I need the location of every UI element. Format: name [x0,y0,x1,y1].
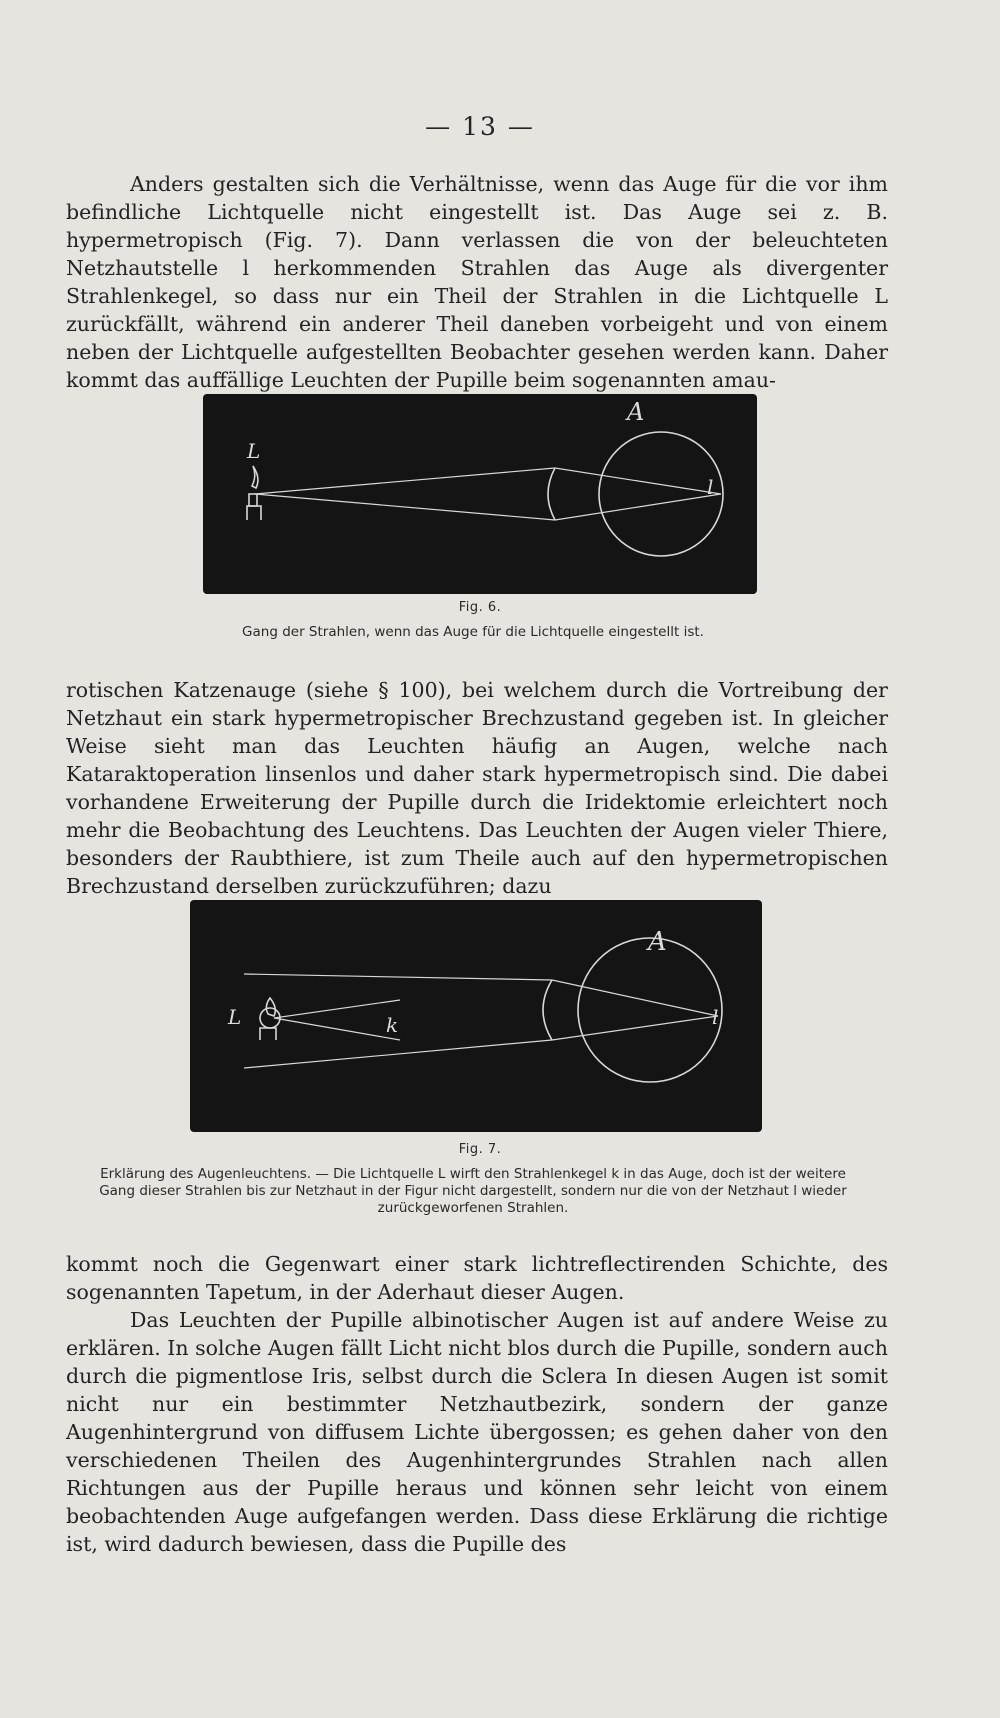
figure-7-illustration [190,900,762,1132]
paragraph-4: Das Leuchten der Pupille albinotischer Augen ist auf andere Weise zu erklären. In solche Augen fällt Licht nicht blos durch die Pupille, sondern auch durch die pigmentlose Iris, selbst durch die Sclera In diesen Augen ist somit nicht nur ein bestimmter Netzhautbezirk, sondern der ganze Augenhintergrund von diffusem Lichte übergossen; es gehen daher von den verschiedenen Theilen des Augenhintergrundes Strahlen nach allen Richtungen aus der Pupille heraus und können sehr leicht von einem beobachtenden Auge aufgefangen werden. Dass diese Erklärung die richtige ist, wird dadurch bewiesen, dass die Pupille des [66,1308,888,1556]
candle-body [249,494,257,506]
fig7-label-L: L [228,1005,242,1029]
figure-6-label: Fig. 6. [458,600,502,615]
paragraph-2: rotischen Katzenauge (siehe § 100), bei welchem durch die Vortreibung der Netzhaut ein stark hypermetropischer Brechzustand gegeben ist. In gleicher Weise sieht man das Leuchten häufig an Augen, welche nach Kataraktoperation linsenlos und daher stark hypermetropisch sind. Die dabei vorhandene Erweiterung der Pupille durch die Iridektomie erleichtert noch mehr die Beobachtung des Leuchtens. Das Leuchten der Augen vieler Thiere, besonders der Raubthiere, ist zum Theile auch auf den hypermetropischen Brechzustand derselben zurückzuführen; dazu [66,678,888,898]
paragraph-1: Anders gestalten sich die Verhältnisse, wenn das Auge für die vor ihm befindliche Lichtquelle nicht eingestellt ist. Das Auge sei z. B. hypermetropisch (Fig. 7). Dann verlassen die von der beleuchteten Netzhautstelle l herkommenden Strahlen das Auge als divergenter Strahlenkegel, so dass nur ein Theil der Strahlen in die Lichtquelle L zurückfällt, während ein anderer Theil daneben vorbeigeht und von einem neben der Lichtquelle aufgestellten Beobachter gesehen werden kann. Daher kommt das auffällige Leuchten der Pupille beim sogenannten amau- [66,172,888,392]
eye-ball [599,432,723,556]
figure-6-caption: Gang der Strahlen, wenn das Auge für die Lichtquelle eingestellt ist. [242,624,704,640]
page-number: — 13 — [425,112,535,141]
ray-upper [255,468,555,494]
reflected-ray-upper [244,974,552,980]
inner-ray-upper [552,980,718,1016]
eye-ball [578,938,722,1082]
candle-stand [260,1028,276,1040]
eye-lens [548,468,555,520]
fig6-label-A: A [627,398,645,426]
light-cone-upper [274,1000,400,1018]
ray-lower-inner [555,494,721,520]
fig7-label-k: k [386,1013,399,1037]
light-cone-lower [274,1018,400,1040]
reflected-ray-lower [244,1040,552,1068]
eye-lens [543,980,552,1040]
fig7-label-A: A [648,927,667,957]
ray-lower [255,494,555,520]
candle-stand [247,506,261,520]
figure-7-caption: Erklärung des Augenleuchtens. — Die Lichtquelle L wirft den Strahlenkegel k in das Auge, doch ist der weitere Gang dieser Strahlen bis zur Netzhaut in der Figur nicht dargestellt, sondern nur die von der Netzhaut l wieder zurückgeworfenen Strahlen. [99,1166,847,1216]
fig6-label-L: L [247,439,261,463]
figure-7-diagram [190,900,762,1132]
candle-flame [266,998,275,1016]
figure-6-illustration [203,394,757,594]
fig6-label-l: l [707,475,714,499]
figure-6-diagram [203,394,757,594]
inner-ray-lower [552,1016,718,1040]
paragraph-3: kommt noch die Gegenwart einer stark lichtreflectirenden Schichte, des sogenannten Tapetum, in der Aderhaut dieser Augen. [66,1252,888,1304]
candle-flame [252,466,258,488]
ray-upper-inner [555,468,721,494]
figure-7-label: Fig. 7. [458,1142,502,1157]
fig7-label-l: l [712,1005,719,1029]
